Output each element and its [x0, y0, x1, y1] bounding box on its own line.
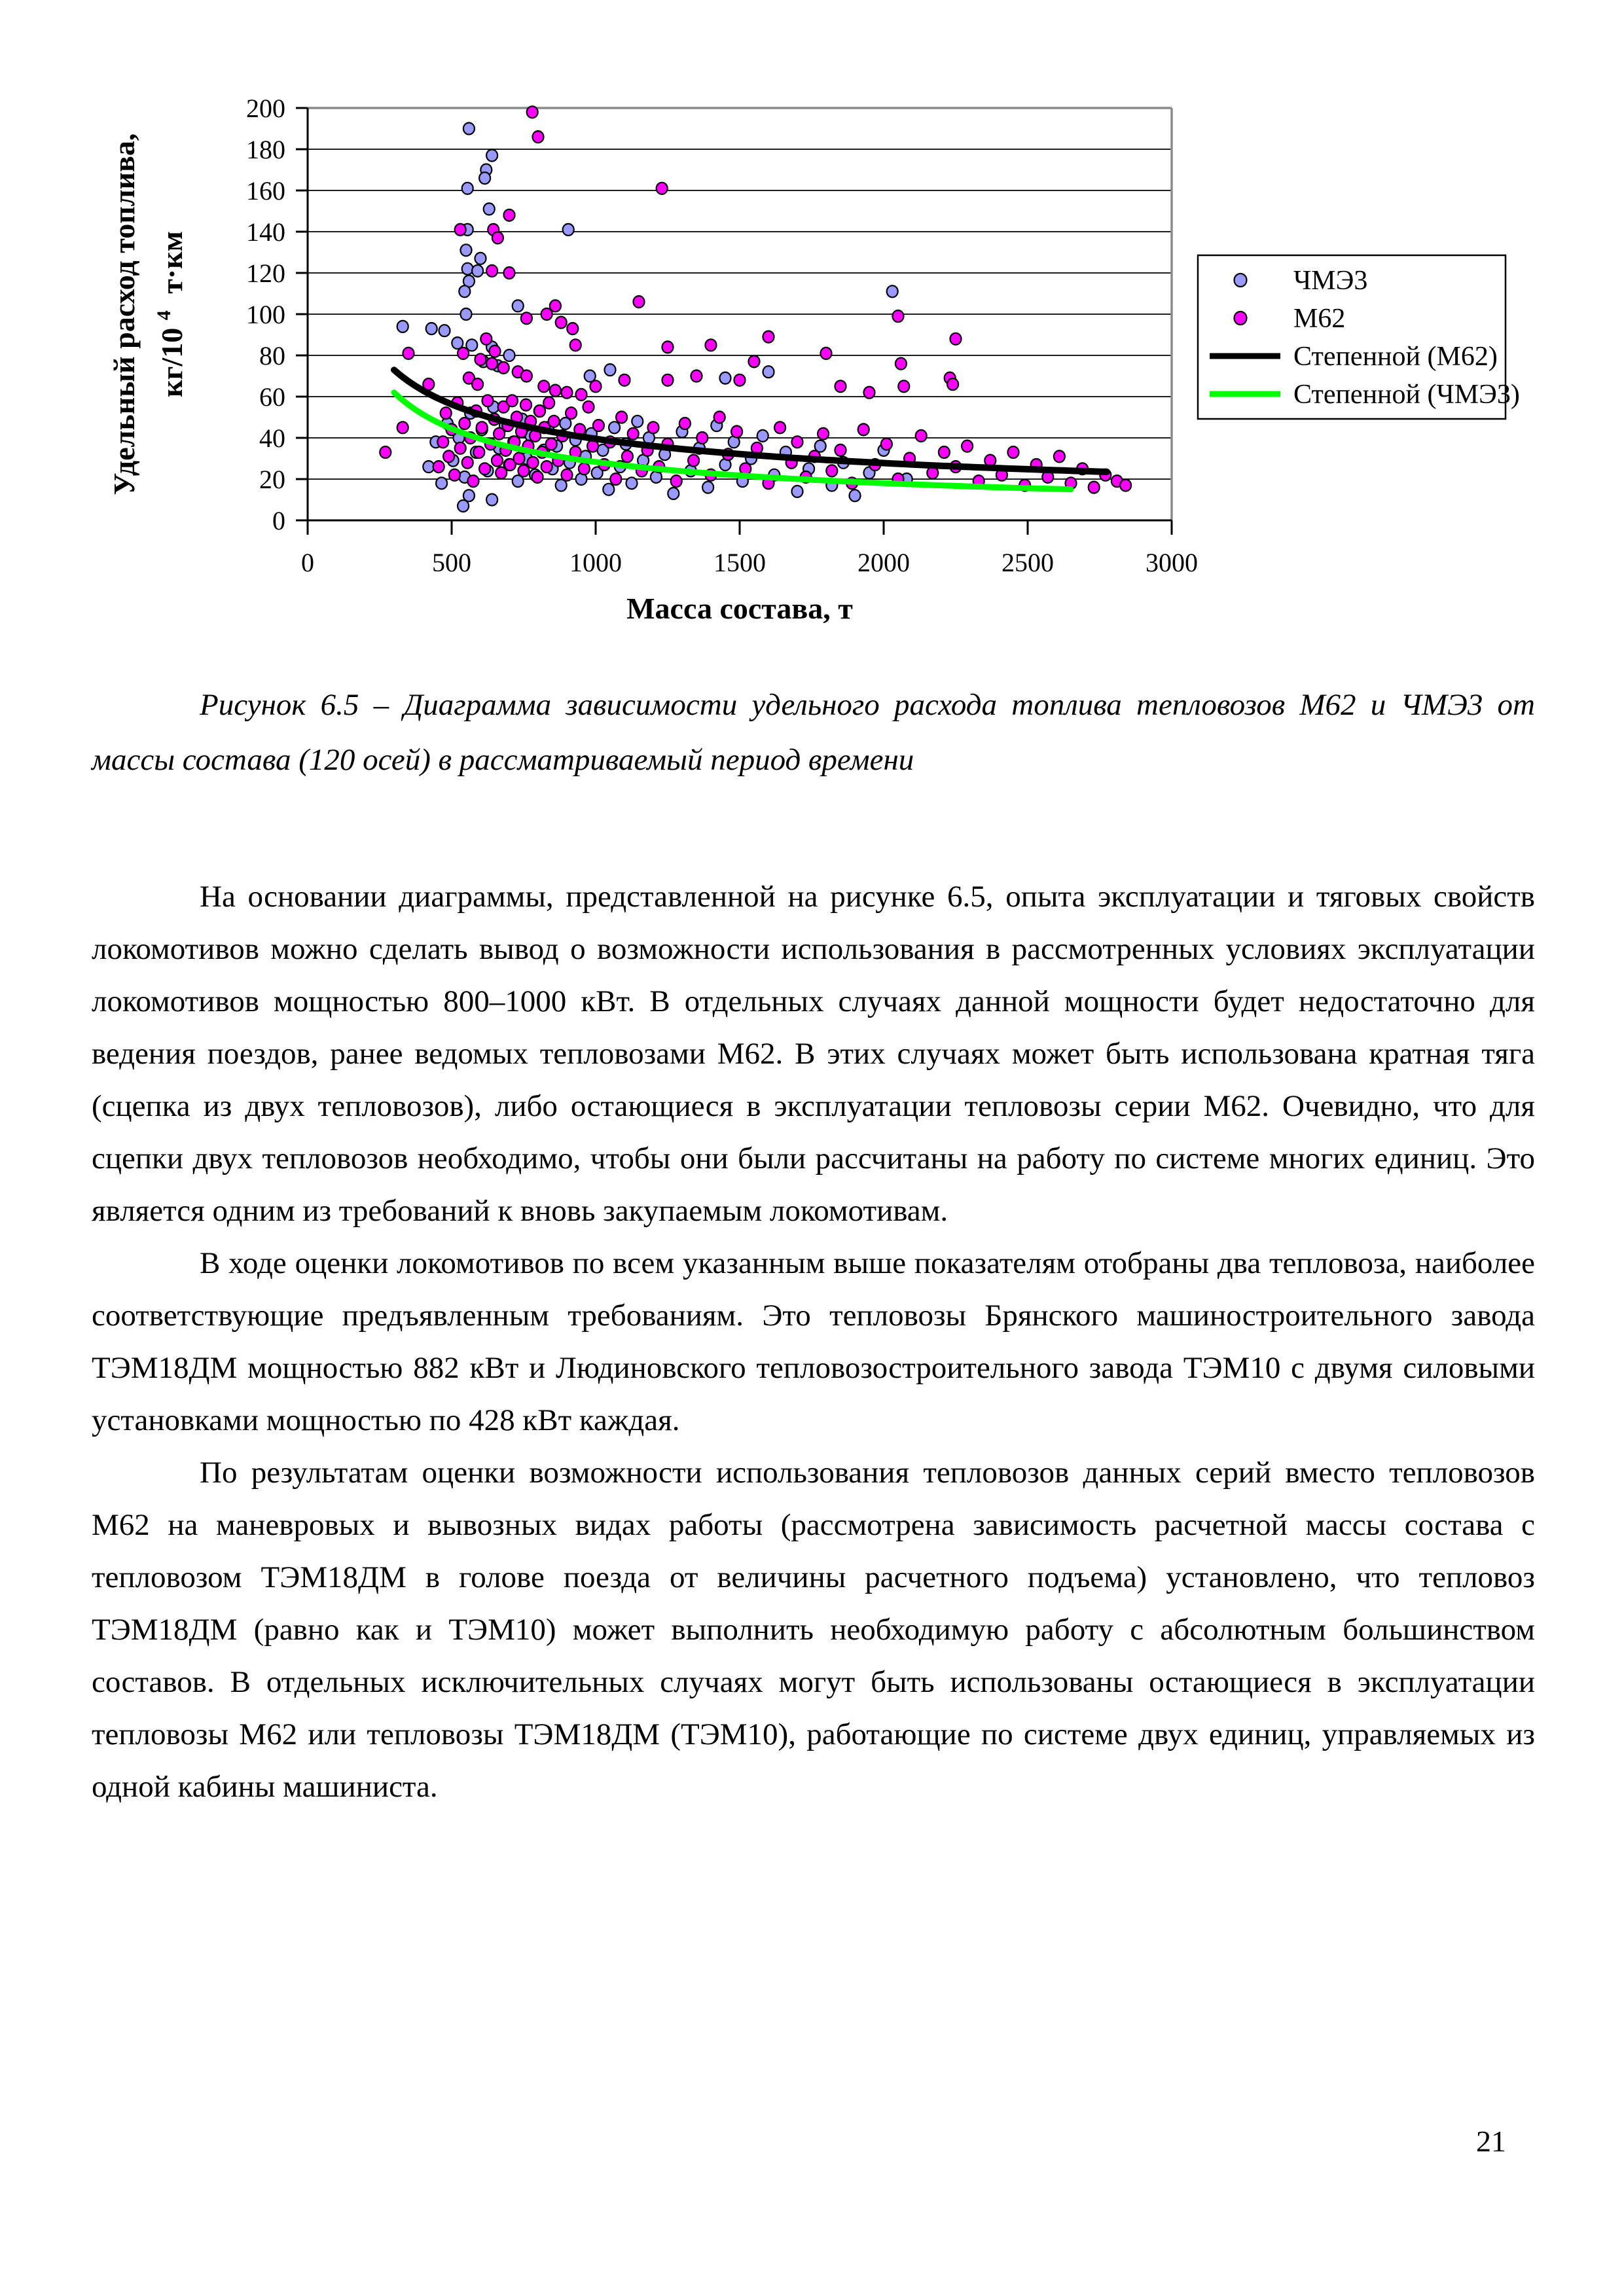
data-point-chme3 [463, 123, 475, 135]
data-point-m62 [628, 428, 639, 440]
x-tick-label: 0 [301, 548, 314, 577]
data-point-m62 [397, 422, 408, 433]
y-tick-label: 0 [272, 506, 285, 535]
scatter-points [380, 106, 1131, 512]
data-point-m62 [518, 465, 530, 476]
data-point-m62 [858, 423, 869, 435]
data-point-m62 [593, 420, 604, 431]
data-point-m62 [619, 374, 630, 386]
data-point-m62 [521, 312, 532, 324]
data-point-m62 [449, 469, 460, 481]
data-point-m62 [443, 450, 454, 462]
data-point-chme3 [475, 253, 486, 264]
data-point-m62 [441, 407, 452, 419]
data-point-m62 [583, 401, 594, 413]
data-point-chme3 [792, 486, 803, 497]
data-point-m62 [1008, 446, 1019, 458]
data-point-m62 [947, 378, 958, 390]
data-point-m62 [916, 430, 927, 442]
data-point-chme3 [462, 183, 473, 194]
data-point-m62 [521, 370, 532, 382]
gridlines [308, 108, 1172, 520]
data-point-m62 [657, 183, 668, 194]
data-point-m62 [895, 358, 907, 370]
data-point-chme3 [603, 484, 614, 495]
y-axis-title-line1: Удельный расход топлива, [107, 133, 141, 495]
data-point-m62 [455, 224, 466, 236]
data-point-chme3 [472, 265, 483, 277]
y-axis-unit-prefix: кг/10 [155, 327, 189, 397]
data-point-m62 [610, 473, 621, 485]
legend-label-trend-chme3: Степенной (ЧМЭ3) [1293, 380, 1520, 410]
data-point-m62 [486, 265, 497, 277]
data-point-m62 [616, 412, 627, 423]
data-point-m62 [527, 106, 538, 118]
data-point-chme3 [397, 321, 408, 332]
data-point-m62 [459, 418, 470, 429]
x-tick-label: 1500 [713, 548, 766, 577]
data-point-m62 [486, 358, 497, 370]
data-point-chme3 [461, 244, 472, 256]
x-tick-label: 2000 [857, 548, 910, 577]
legend [1198, 255, 1520, 419]
data-point-m62 [492, 455, 503, 467]
data-point-m62 [679, 418, 691, 429]
paragraph-3: По результатам оценки возможности использования тепловозов данных серий вместо тепловозов М62 на маневровых и вывозных видах работы (рассмотрена зависимость расчетной массы состава с тепловозом ТЭМ18ДМ в голове поезда от величины расчетного подъема) установлено, что тепловоз ТЭМ18ДМ (равно как и ТЭМ10) может выполнить необходимую работу с абсолютным большинством составов. В отдельных исключительных случаях могут быть использованы остающиеся в эксплуатации тепловозы М62 или тепловозы ТЭМ18ДМ (ТЭМ10), работающие по системе двух единиц, управляемых из одной кабины машиниста. [92, 1456, 1535, 1804]
data-point-m62 [492, 232, 503, 243]
y-tick-label: 180 [246, 135, 285, 164]
legend-label-m62: М62 [1293, 304, 1346, 334]
data-point-m62 [962, 440, 973, 452]
y-tick-label: 200 [246, 94, 285, 123]
x-tick-label: 1000 [569, 548, 622, 577]
data-point-m62 [498, 362, 509, 374]
data-point-m62 [403, 348, 414, 359]
data-point-m62 [504, 209, 515, 221]
data-point-m62 [939, 446, 950, 458]
data-point-m62 [835, 444, 846, 456]
data-point-m62 [714, 412, 725, 423]
data-point-chme3 [463, 490, 475, 501]
data-point-m62 [648, 422, 659, 433]
data-point-m62 [534, 405, 545, 417]
data-point-m62 [622, 450, 633, 462]
y-axis-title-line2 [143, 231, 189, 397]
y-tick-label: 60 [259, 382, 285, 412]
data-point-m62 [514, 453, 525, 465]
data-point-chme3 [720, 372, 731, 384]
data-point-chme3 [439, 325, 450, 336]
data-point-chme3 [626, 477, 638, 489]
data-point-m62 [496, 467, 507, 479]
y-axis-unit-suffix: т·км [155, 231, 189, 294]
data-point-m62 [541, 308, 552, 320]
data-point-m62 [1089, 482, 1100, 493]
data-point-chme3 [887, 285, 898, 297]
data-point-m62 [567, 323, 578, 334]
data-point-m62 [462, 457, 473, 469]
data-point-m62 [533, 131, 544, 143]
data-point-m62 [864, 387, 875, 399]
data-point-m62 [562, 387, 573, 399]
data-point-m62 [504, 267, 515, 279]
y-tick-label: 100 [246, 300, 285, 329]
data-point-m62 [792, 436, 803, 448]
data-point-m62 [468, 475, 479, 487]
data-point-chme3 [850, 490, 861, 501]
data-point-m62 [774, 422, 785, 433]
y-axis-unit-superscript: 4 [153, 310, 175, 321]
data-point-chme3 [486, 494, 497, 506]
data-point-chme3 [632, 416, 643, 427]
data-point-chme3 [605, 364, 616, 376]
data-point-m62 [473, 446, 484, 458]
data-point-chme3 [702, 482, 713, 493]
data-point-m62 [549, 416, 560, 427]
data-point-m62 [749, 355, 760, 367]
data-point-m62 [691, 370, 702, 382]
data-point-m62 [546, 439, 557, 450]
data-point-m62 [1054, 450, 1065, 462]
data-point-m62 [507, 395, 518, 406]
data-point-chme3 [426, 323, 437, 334]
legend-label-chme3: ЧМЭ3 [1293, 266, 1368, 296]
data-point-m62 [520, 399, 532, 411]
data-point-m62 [538, 380, 549, 392]
data-point-chme3 [486, 150, 497, 162]
data-point-m62 [566, 407, 577, 419]
data-point-m62 [826, 465, 837, 476]
data-point-m62 [590, 380, 602, 392]
data-point-m62 [706, 339, 717, 351]
data-point-m62 [458, 348, 469, 359]
x-tick-label: 3000 [1146, 548, 1198, 577]
data-point-chme3 [563, 224, 574, 236]
data-point-chme3 [513, 300, 524, 312]
x-tick-label: 2500 [1001, 548, 1054, 577]
body-text [92, 870, 1535, 1813]
legend-marker-m62 [1235, 312, 1247, 325]
data-point-m62 [528, 457, 539, 469]
paragraph-2: В ходе оценки локомотивов по всем указанным выше показателям отобраны два тепловоза, наиболее соответствующие предъявленным требованиям. Это тепловозы Брянского машиностроительного завода ТЭМ18ДМ мощностью 882 кВт и Людиновского тепловозостроительного завода ТЭМ10 с двумя силовыми установками мощностью по 428 кВт каждая. [92, 1246, 1535, 1437]
data-point-chme3 [461, 308, 472, 320]
data-point-m62 [433, 461, 444, 473]
data-point-m62 [835, 380, 846, 392]
paragraph-1: На основании диаграммы, представленной на рисунке 6.5, опыта эксплуатации и тяговых свойств локомотивов можно сделать вывод о возможности использования в рассмотренных условиях эксплуатации локомотивов мощностью 800–1000 кВт. В отдельных случаях данной мощности будет недостаточно для ведения поездов, ранее ведомых тепловозами М62. В этих случаях может быть использована кратная тяга (сцепка из двух тепловозов), либо остающиеся в эксплуатации тепловозы серии М62. Очевидно, что для сцепки двух тепловозов необходимо, чтобы они были рассчитаны на работу по системе многих единиц. Это является одним из требований к вновь закупаемым локомотивам. [92, 880, 1535, 1228]
data-point-m62 [437, 436, 448, 448]
y-tick-label: 120 [246, 259, 285, 288]
x-axis-title: Масса состава, т [626, 592, 853, 625]
fuel-consumption-chart [98, 92, 1525, 641]
data-point-m62 [490, 346, 501, 357]
data-point-m62 [480, 333, 492, 345]
data-point-m62 [479, 463, 490, 475]
series-m62 [380, 106, 1131, 493]
data-point-m62 [556, 317, 567, 329]
y-tick-label: 160 [246, 176, 285, 206]
data-point-m62 [662, 374, 674, 386]
data-point-chme3 [462, 263, 473, 275]
data-point-chme3 [757, 430, 768, 442]
data-point-m62 [950, 333, 962, 345]
x-tick-label: 500 [432, 548, 471, 577]
y-tick-label: 80 [259, 341, 285, 370]
data-point-m62 [1120, 480, 1131, 492]
data-point-chme3 [504, 350, 515, 361]
data-point-m62 [562, 469, 573, 481]
data-point-chme3 [479, 172, 490, 184]
data-point-chme3 [436, 477, 447, 489]
data-point-m62 [550, 385, 561, 397]
page-number: 21 [1476, 2125, 1506, 2158]
y-tick-label: 140 [246, 217, 285, 247]
data-point-chme3 [609, 422, 620, 433]
data-point-m62 [731, 426, 742, 438]
data-point-chme3 [484, 203, 495, 215]
data-point-m62 [763, 331, 774, 343]
data-point-chme3 [668, 488, 679, 499]
data-point-m62 [671, 475, 682, 487]
data-point-m62 [532, 471, 543, 483]
legend-marker-chme3 [1235, 274, 1247, 287]
data-point-m62 [688, 455, 699, 467]
data-point-m62 [570, 339, 581, 351]
data-point-m62 [634, 296, 645, 308]
data-point-m62 [455, 442, 466, 454]
legend-label-trend-m62: Степенной (М62) [1293, 342, 1498, 372]
data-point-m62 [576, 389, 587, 401]
data-point-m62 [541, 461, 552, 473]
data-point-m62 [543, 397, 554, 409]
data-point-m62 [579, 463, 590, 475]
data-point-m62 [818, 428, 829, 440]
figure-caption: Рисунок 6.5 – Диаграмма зависимости удельного расхода топлива тепловозов М62 и ЧМЭ3 от массы состава (120 осей) в рассматриваемый период времени [92, 688, 1535, 777]
y-tick-label: 20 [259, 465, 285, 494]
data-point-m62 [482, 395, 494, 406]
data-point-m62 [475, 353, 486, 365]
data-point-m62 [472, 378, 483, 390]
data-point-m62 [898, 380, 909, 392]
data-point-m62 [380, 446, 391, 458]
data-point-m62 [696, 432, 708, 444]
data-point-m62 [893, 310, 904, 322]
y-tick-label: 40 [259, 423, 285, 453]
data-point-m62 [821, 348, 832, 359]
data-point-m62 [477, 422, 488, 433]
chart-svg [98, 92, 1525, 641]
data-point-m62 [881, 439, 892, 450]
data-point-chme3 [459, 285, 470, 297]
axes [246, 94, 1198, 577]
data-point-m62 [662, 341, 674, 353]
data-point-m62 [734, 374, 746, 386]
data-point-chme3 [763, 366, 774, 378]
